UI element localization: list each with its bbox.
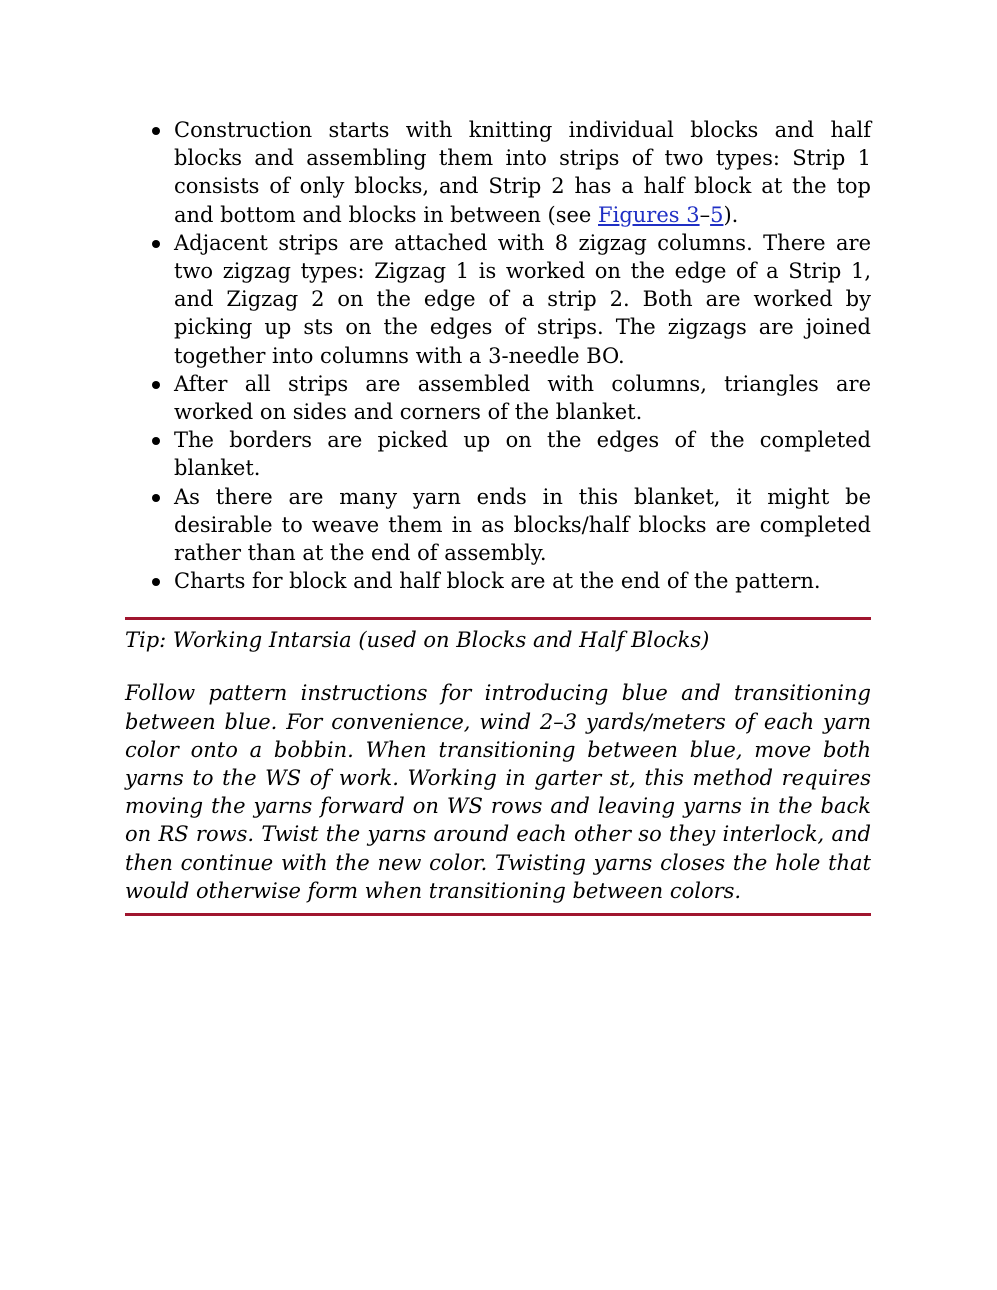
- list-item-text: The borders are picked up on the edges of the completed blanket.: [174, 428, 871, 481]
- list-item: [125, 426, 871, 482]
- bullet-icon: [152, 494, 160, 502]
- list-item-text: Construction starts with knitting individual blocks and half blocks and assembling them into strips of two types: Strip 1 consists of only blocks, and Strip 2 has a half block at the top and bottom and blocks in between (see: [174, 118, 871, 227]
- figure-5-link[interactable]: 5: [710, 202, 724, 227]
- bullet-icon: [152, 240, 160, 248]
- figures-3-link[interactable]: Figures 3: [598, 202, 700, 227]
- instructions-list: [125, 116, 871, 595]
- bullet-icon: [152, 127, 160, 135]
- list-item: [125, 567, 871, 595]
- tip-bottom-divider: [125, 913, 871, 916]
- tip-top-divider: [125, 617, 871, 620]
- list-item-text: As there are many yarn ends in this blanket, it might be desirable to weave them in as blocks/half blocks are completed rather than at the end of assembly.: [174, 484, 871, 566]
- list-item-text: Charts for block and half block are at the end of the pattern.: [174, 569, 821, 594]
- list-item: [125, 229, 871, 370]
- list-item-text: Adjacent strips are attached with 8 zigzag columns. There are two zigzag types: Zigzag 1 is worked on the edge of a Strip 1, and Zigzag 2 on the edge of a strip 2. Both are worked by picking up sts on the edges of strips. The zigzags are joined together into columns with a 3-needle BO.: [174, 230, 871, 368]
- list-item: [125, 483, 871, 568]
- tip-body: Follow pattern instructions for introducing blue and transitioning between blue. For convenience, wind 2–3 yards/meters of each yarn color onto a bobbin. When transitioning between blue, move both yarns to the WS of work. Working in garter st, this method requires moving the yarns forward on WS rows and leaving yarns in the back on RS rows. Twist the yarns around each other so they interlock, and then continue with the new color. Twisting yarns closes the hole that would otherwise form when transitioning between colors.: [125, 681, 871, 903]
- bullet-icon: [152, 437, 160, 445]
- list-item: [125, 370, 871, 426]
- tip-title: Tip: Working Intarsia (used on Blocks and Half Blocks): [125, 628, 710, 653]
- bullet-icon: [152, 578, 160, 586]
- list-item: [125, 116, 871, 229]
- list-item-tail: ).: [723, 202, 739, 227]
- bullet-icon: [152, 381, 160, 389]
- list-item-text: After all strips are assembled with columns, triangles are worked on sides and corners of the blanket.: [174, 371, 871, 425]
- dash-text: –: [699, 202, 711, 227]
- document-page: [125, 116, 871, 916]
